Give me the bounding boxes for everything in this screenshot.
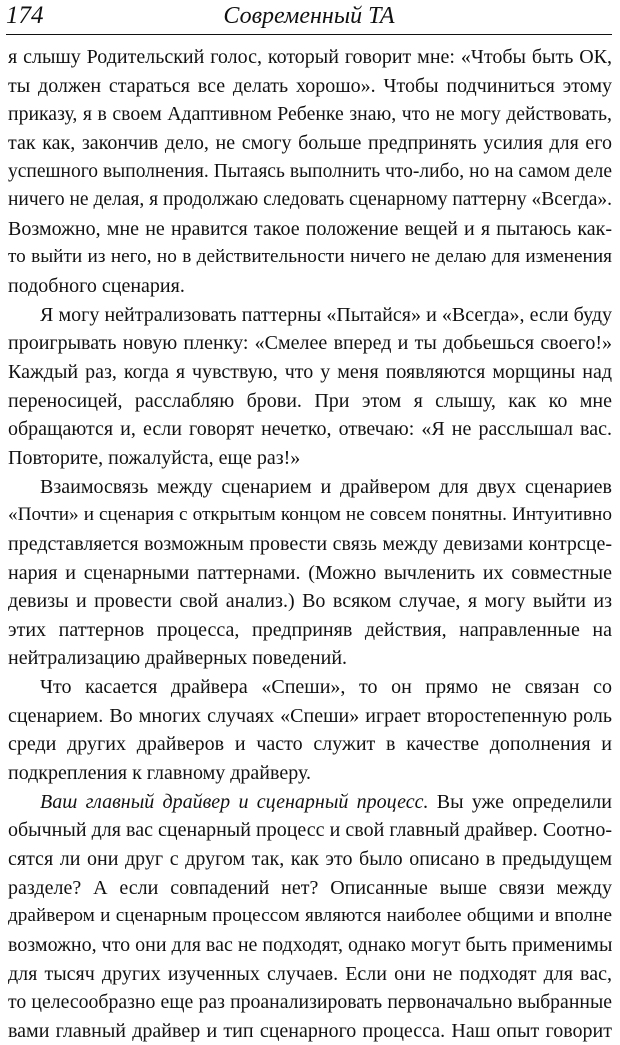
running-title: Современный ТА	[223, 3, 395, 29]
text-line: Возможно, мне не нравится такое положение вещей и я пытаюсь как-	[8, 217, 612, 240]
paragraph	[8, 43, 612, 301]
text-line: среди других драйверов и часто служит в качестве дополнения и	[8, 733, 612, 756]
paragraph	[8, 788, 612, 1045]
text-line: подобного сценария.	[8, 275, 185, 298]
text-run: Вы уже определили	[428, 790, 612, 813]
text-line: Взаимосвязь между сценарием и драйвером для двух сценариев	[40, 475, 612, 498]
paragraph	[8, 301, 612, 473]
text-line	[8, 788, 612, 817]
text-line: переносицей, расслабляю брови. При этом я слышу, как ко мне	[8, 389, 612, 412]
text-line: приказу, я в своем Адаптивном Ребенке знаю, что не могу действовать,	[8, 103, 612, 126]
text-line: представляется возможным провести связь между девизами контрсце-	[8, 532, 612, 555]
text-line: так как, закончив дело, не смогу больше предпринять усилия для его	[8, 131, 612, 154]
page-number: 174	[6, 2, 44, 29]
text-line: успешного выполнения. Пытаясь выполнить что-либо, но на самом деле	[8, 160, 612, 182]
text-line: ничего не делая, я продолжаю следовать сценарному паттерну «Всегда».	[8, 189, 612, 211]
text-line: разделе? А если совпадений нет? Описанные выше связи между	[8, 876, 612, 899]
text-line: девизы и провести свой анализ.) Во всяком случае, я могу выйти из	[8, 590, 612, 613]
text-line: для тысяч других изученных случаев. Если они не подходят для вас,	[8, 962, 612, 985]
text-line: обычный для вас сценарный процесс и свой главный драйвер. Соотно-	[8, 819, 612, 842]
text-line: этих паттернов процесса, предприняв действия, направленные на	[8, 618, 612, 641]
page-header	[6, 0, 612, 35]
paragraph	[8, 673, 612, 788]
body-text	[8, 43, 612, 1045]
paragraph	[8, 473, 612, 673]
text-line: сценарием. Во многих случаях «Спеши» играет второстепенную роль	[8, 704, 612, 727]
text-line: Что касается драйвера «Спеши», то он прямо не связан со	[40, 676, 612, 699]
text-line: вами главный драйвер и тип сценарного процесса. Наш опыт говорит	[8, 1019, 612, 1042]
text-line: Каждый раз, когда я чувствую, что у меня появляются морщины над	[8, 361, 612, 384]
text-line: то выйти из него, но в действительности ничего не делаю для изменения	[8, 246, 612, 268]
text-line: проигрывать новую пленку: «Смелее вперед и ты добьешься своего!»	[8, 332, 612, 355]
text-line: «Почти» и сценария с открытым концом не совсем понятны. Интуитивно	[8, 504, 612, 526]
text-line: обращаются и, если говорят нечетко, отвечаю: «Я не расслышал вас.	[8, 418, 612, 441]
text-line: я слышу Родительский голос, который говорит мне: «Чтобы быть ОК,	[8, 46, 612, 68]
text-line: Я могу нейтрализовать паттерны «Пытайся» и «Всегда», если буду	[40, 303, 612, 326]
text-line: драйвером и сценарным процессом являются наиболее общими и вполне	[8, 905, 612, 927]
text-line: ты должен стараться все делать хорошо». Чтобы подчиниться этому	[8, 74, 612, 97]
text-line: Повторите, пожалуйста, еще раз!»	[8, 446, 301, 469]
text-line: нария и сценарными паттернами. (Можно вычленить их совместные	[8, 561, 612, 584]
text-line: сятся ли они друг с другом так, как это было описано в предыдущем	[8, 847, 612, 870]
text-line: нейтрализацию драйверных поведений.	[8, 647, 348, 670]
section-run-in-heading: Ваш главный драйвер и сценарный процесс.	[40, 790, 429, 813]
text-line: подкрепления к главному драйверу.	[8, 762, 311, 785]
text-line: возможно, что они для вас не подходят, однако могут быть применимы	[8, 933, 612, 956]
text-line: то целесообразно еще раз проанализировать первоначально выбранные	[8, 991, 612, 1014]
